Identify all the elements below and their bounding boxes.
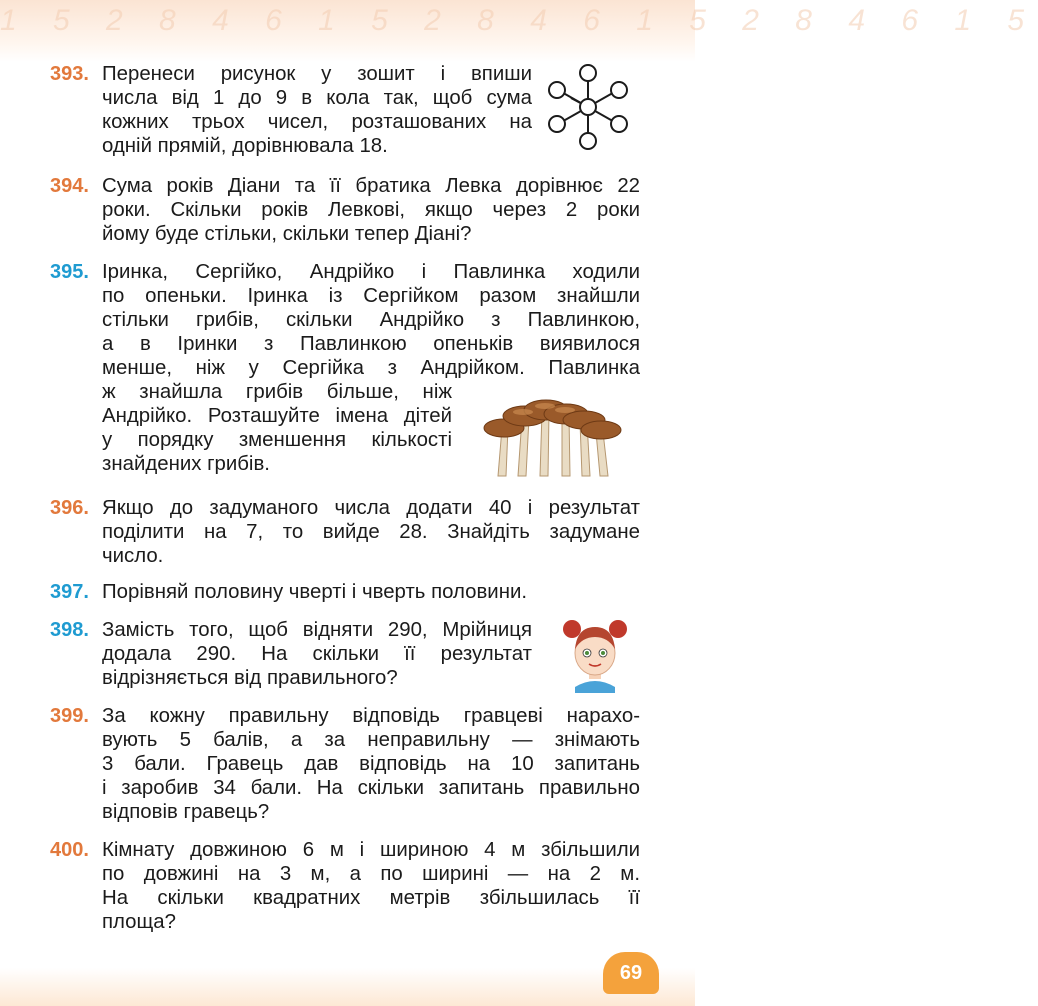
center-circle <box>580 99 596 115</box>
text-line: у порядку зменшення кількості <box>102 429 452 451</box>
outer-circle <box>549 82 565 98</box>
text-line: одній прямій, дорівнювала 18. <box>102 135 388 157</box>
text-line: Андрійко. Розташуйте імена дітей <box>102 405 452 427</box>
outer-circle <box>549 116 565 132</box>
text-line: ж знайшла грибів більше, ніж <box>102 381 452 403</box>
text-line: роки. Скільки років Левкові, якщо через 2 роки <box>102 199 640 221</box>
text-line: Іринка, Сергійко, Андрійко і Павлинка ходили <box>102 261 640 283</box>
text-line: За кожну правильну відповідь гравцеві нарахо- <box>102 705 640 727</box>
text-line: Якщо до задуманого числа додати 40 і результат <box>102 497 640 519</box>
problem-text <box>102 62 532 158</box>
text-line: На скільки квадратних метрів збільшилась її <box>102 887 640 909</box>
problem-text <box>102 618 532 690</box>
problem-text <box>102 838 640 934</box>
header-digits: 1 5 2 8 4 6 1 5 2 8 4 6 1 5 2 8 4 6 1 5 <box>0 4 1038 37</box>
text-line: додала 290. На скільки її результат <box>102 643 532 665</box>
outer-circle <box>611 116 627 132</box>
text-line: а в Іринки з Павлинкою опеньків виявилося <box>102 333 640 355</box>
circles-diagram <box>543 63 633 151</box>
problem-number: 398. <box>50 619 89 641</box>
problem-text <box>102 704 640 824</box>
text-line: площа? <box>102 911 176 933</box>
text-line: і заробив 34 бали. На скільки запитань правильно <box>102 777 640 799</box>
problem-text <box>102 580 640 604</box>
problem-text <box>102 174 640 246</box>
mushrooms-illustration <box>478 388 628 480</box>
problem-text <box>102 496 640 568</box>
text-line: кожних трьох чисел, розташованих на <box>102 111 532 133</box>
problem-number: 393. <box>50 63 89 85</box>
page-number: 69 <box>603 952 659 994</box>
text-line: поділити на 7, то вийде 28. Знайдіть задумане <box>102 521 640 543</box>
text-line: Сума років Діани та її братика Левка дорівнює 22 <box>102 175 640 197</box>
outer-circle <box>580 133 596 149</box>
problem-number: 400. <box>50 839 89 861</box>
text-line: по довжині на 3 м, а по ширині — на 2 м. <box>102 863 640 885</box>
text-line: відрізняється від правильного? <box>102 667 398 689</box>
text-line: йому буде стільки, скільки тепер Діані? <box>102 223 472 245</box>
outer-circle <box>580 65 596 81</box>
problem-number: 396. <box>50 497 89 519</box>
text-line: числа від 1 до 9 в кола так, щоб сума <box>102 87 532 109</box>
text-line: 3 бали. Гравець дав відповідь на 10 запитань <box>102 753 640 775</box>
footer-decoration <box>0 968 695 1006</box>
outer-circle <box>611 82 627 98</box>
text-line: стільки грибів, скільки Андрійко з Павлинкою, <box>102 309 640 331</box>
problem-number: 395. <box>50 261 89 283</box>
problem-number: 397. <box>50 581 89 603</box>
text-line: вують 5 балів, а за неправильну — знімають <box>102 729 640 751</box>
girl-illustration <box>562 615 628 693</box>
text-line: знайдених грибів. <box>102 453 270 475</box>
text-line: по опеньки. Іринка із Сергійком разом знайшли <box>102 285 640 307</box>
text-line: відповів гравець? <box>102 801 270 823</box>
text-line: Порівняй половину чверті і чверть половини. <box>102 581 528 603</box>
text-line: Замість того, щоб відняти 290, Мрійниця <box>102 619 532 641</box>
text-line: число. <box>102 545 164 567</box>
problem-number: 394. <box>50 175 89 197</box>
problem-number: 399. <box>50 705 89 727</box>
text-line: менше, ніж у Сергійка з Андрійком. Павлинка <box>102 357 640 379</box>
text-line: Кімнату довжиною 6 м і шириною 4 м збільшили <box>102 839 640 861</box>
text-line: Перенеси рисунок у зошит і впиши <box>102 63 532 85</box>
